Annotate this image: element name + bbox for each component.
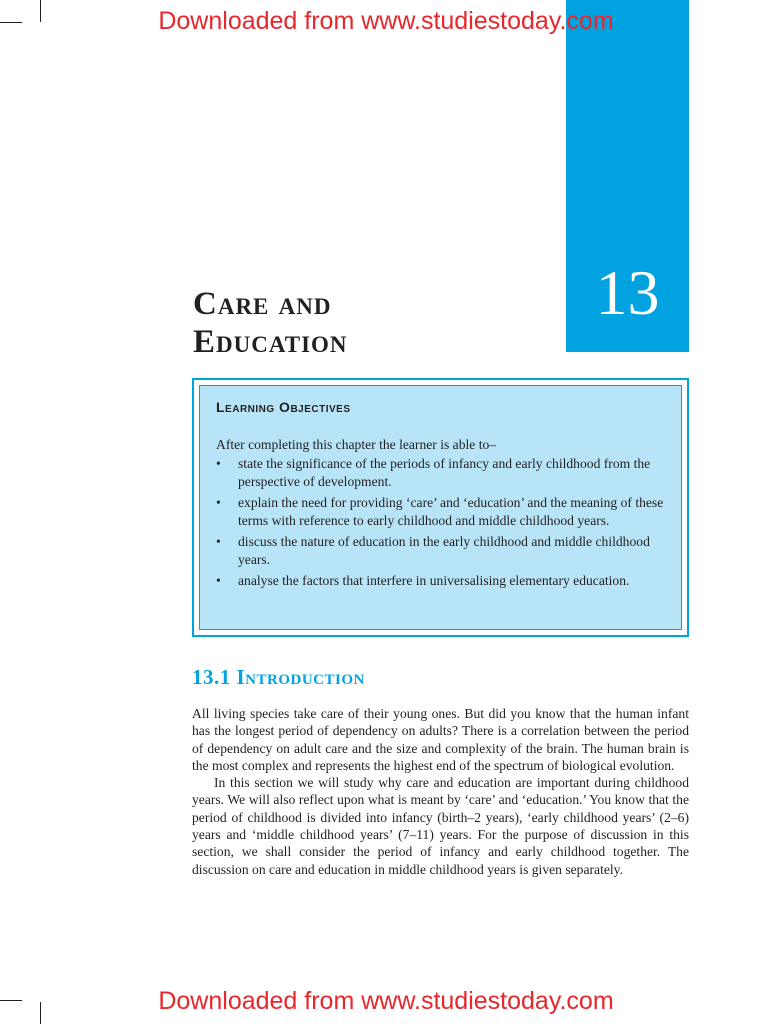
objective-item: • explain the need for providing ‘care’ and ‘education’ and the meaning of these terms with reference to early childhood and middle childhood years. xyxy=(216,494,665,530)
chapter-title xyxy=(193,285,553,361)
learning-objectives-list xyxy=(216,455,665,590)
chapter-number: 13 xyxy=(595,257,660,328)
chapter-title-line-1: Care and xyxy=(193,286,332,322)
learning-objectives-heading: Learning Objectives xyxy=(216,399,351,415)
learning-objectives-panel xyxy=(199,385,682,630)
chapter-tab xyxy=(566,0,689,352)
section-body xyxy=(192,705,689,878)
watermark-bottom: Downloaded from www.studiestoday.com xyxy=(158,987,614,1015)
objective-item: • analyse the factors that interfere in universalising elementary education. xyxy=(216,572,665,590)
chapter-title-line-2: Education xyxy=(193,324,348,360)
objective-item: • state the significance of the periods of infancy and early childhood from the perspective of development. xyxy=(216,455,665,491)
objective-item: • discuss the nature of education in the early childhood and middle childhood years. xyxy=(216,533,665,569)
section-heading: 13.1 Introduction xyxy=(192,665,365,689)
body-paragraph: All living species take care of their young ones. But did you know that the human infant has the longest period of dependency on adults? There is a correlation between the period of dependency on adult care and the size and complexity of the brain. The human brain is the most complex and represents the highest end of the spectrum of biological evolution. xyxy=(192,706,689,773)
watermark-top: Downloaded from www.studiestoday.com xyxy=(158,7,614,35)
learning-objectives-box xyxy=(192,378,689,637)
body-paragraph: In this section we will study why care and education are important during childhood years. We will also reflect upon what is meant by ‘care’ and ‘education.’ You know that the period of childhood is divided into infancy (birth–2 years), ‘early childhood years’ (2–6) years and ‘middle childhood years’ (7–11) years. For the purpose of discussion in this section, we shall consider the period of infancy and early childhood together. The discussion on care and education in middle childhood years is given separately. xyxy=(192,775,689,877)
learning-objectives-lead: After completing this chapter the learner is able to– xyxy=(216,437,497,452)
